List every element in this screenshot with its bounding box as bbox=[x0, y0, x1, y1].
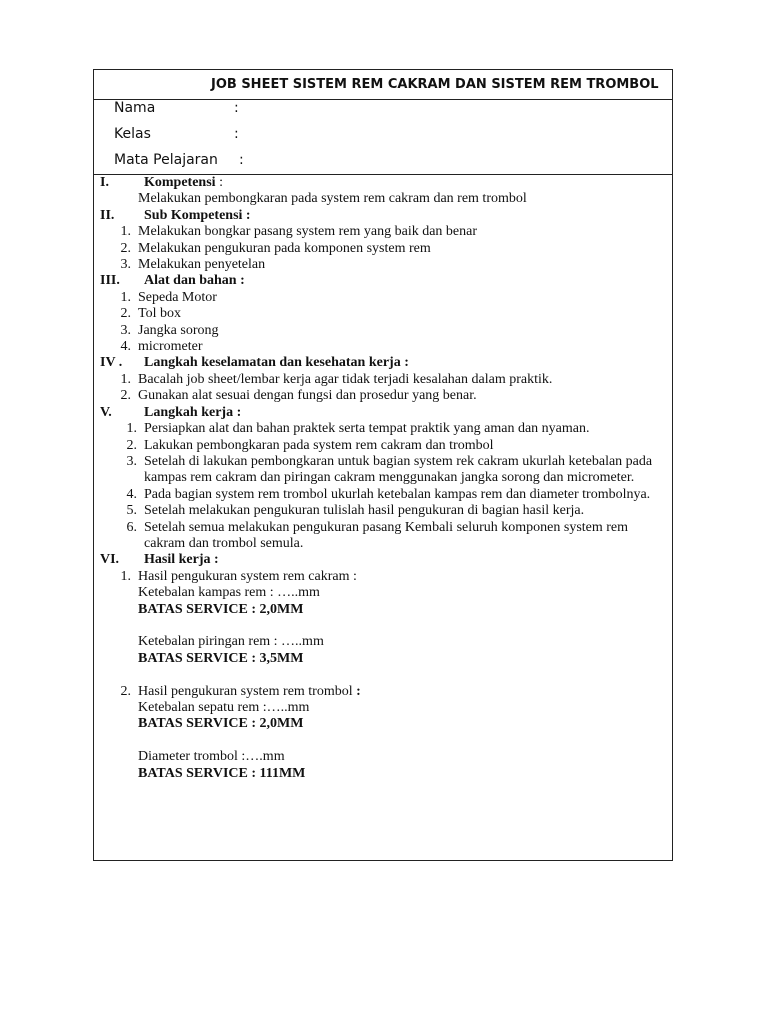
measure-shoe-thickness: Ketebalan sepatu rem :…..mm bbox=[138, 699, 310, 715]
result-item-drum: 2. Hasil pengukuran system rem trombol : bbox=[120, 683, 361, 699]
section-number: IV . bbox=[100, 355, 123, 371]
section-competence-heading bbox=[100, 175, 666, 191]
measure-pad-thickness: Ketebalan kampas rem : …..mm bbox=[138, 585, 320, 601]
name-colon: : bbox=[234, 100, 239, 116]
list-item: 1. Bacalah job sheet/lembar kerja agar tidak terjadi kesalahan dalam praktik. bbox=[120, 371, 553, 387]
section-sub-competence-heading bbox=[100, 208, 666, 224]
section-safety-heading bbox=[100, 355, 666, 371]
service-limit: BATAS SERVICE : 111MM bbox=[138, 765, 306, 781]
service-limit: BATAS SERVICE : 2,0MM bbox=[138, 716, 304, 732]
class-field bbox=[114, 124, 239, 144]
class-label: Kelas bbox=[114, 126, 151, 142]
section-number: I. bbox=[100, 175, 109, 190]
competence-text: Melakukan pembongkaran pada system rem cakram dan rem trombol bbox=[138, 191, 527, 207]
section-title: Langkah keselamatan dan kesehatan kerja : bbox=[144, 355, 409, 371]
list-item: 6. Setelah semua melakukan pengukuran pasang Kembali seluruh komponen system rem cakram dan trombol semula. bbox=[126, 519, 629, 551]
list-item: 4. micrometer bbox=[120, 339, 203, 355]
list-item: 1. Persiapkan alat dan bahan praktek serta tempat praktik yang aman dan nyaman. bbox=[126, 421, 590, 437]
section-title: Langkah kerja : bbox=[144, 404, 242, 420]
subject-field bbox=[114, 150, 244, 170]
measure-drum-diameter: Diameter trombol :….mm bbox=[138, 749, 285, 765]
section-title: Kompetensi bbox=[144, 175, 216, 190]
list-item: 2. Tol box bbox=[120, 306, 181, 322]
measure-disc-thickness: Ketebalan piringan rem : …..mm bbox=[138, 634, 324, 650]
list-item: 2. Gunakan alat sesuai dengan fungsi dan prosedur yang benar. bbox=[120, 388, 477, 404]
list-item: 4. Pada bagian system rem trombol ukurlah ketebalan kampas rem dan diameter trombolnya. bbox=[126, 486, 651, 502]
section-title-suffix: : bbox=[215, 175, 223, 190]
list-item: 2. Melakukan pengukuran pada komponen system rem bbox=[120, 240, 431, 256]
service-limit: BATAS SERVICE : 3,5MM bbox=[138, 650, 304, 666]
section-results-heading bbox=[100, 552, 666, 568]
service-limit: BATAS SERVICE : 2,0MM bbox=[138, 601, 304, 617]
section-steps-heading bbox=[100, 405, 666, 421]
section-tools-heading bbox=[100, 273, 666, 289]
list-item: 1. Melakukan bongkar pasang system rem yang baik dan benar bbox=[120, 224, 478, 240]
section-title: Alat dan bahan : bbox=[144, 273, 245, 289]
section-title: Hasil kerja : bbox=[144, 552, 219, 568]
section-title: Sub Kompetensi : bbox=[144, 207, 251, 223]
sheet-title: JOB SHEET SISTEM REM CAKRAM DAN SISTEM REM TROMBOL bbox=[94, 70, 672, 100]
sheet-content bbox=[94, 175, 672, 782]
class-colon: : bbox=[234, 126, 239, 142]
result-item-disc: 1. Hasil pengukuran system rem cakram : bbox=[120, 568, 357, 584]
section-number: III. bbox=[100, 273, 120, 289]
section-number: VI. bbox=[100, 552, 120, 568]
name-field bbox=[114, 98, 239, 118]
list-item: 3. Setelah di lakukan pembongkaran untuk bagian system rek cakram ukurlah ketebalan pada kampas rem cakram dan piringan cakram menggunakan jangka sorong dan micrometer. bbox=[126, 453, 653, 486]
list-item: 5. Setelah melakukan pengukuran tulislah hasil pengukuran di bagian hasil kerja. bbox=[126, 503, 585, 519]
list-item: 3. Jangka sorong bbox=[120, 322, 219, 338]
subject-colon: : bbox=[239, 152, 244, 168]
list-item: 2. Lakukan pembongkaran pada system rem cakram dan trombol bbox=[126, 437, 494, 453]
list-item: 1. Sepeda Motor bbox=[120, 289, 217, 305]
identity-block bbox=[94, 100, 672, 175]
section-number: V. bbox=[100, 404, 112, 420]
subject-label: Mata Pelajaran bbox=[114, 152, 218, 168]
job-sheet bbox=[93, 69, 673, 861]
list-item: 3. Melakukan penyetelan bbox=[120, 257, 266, 273]
section-number: II. bbox=[100, 207, 115, 223]
name-label: Nama bbox=[114, 100, 156, 116]
